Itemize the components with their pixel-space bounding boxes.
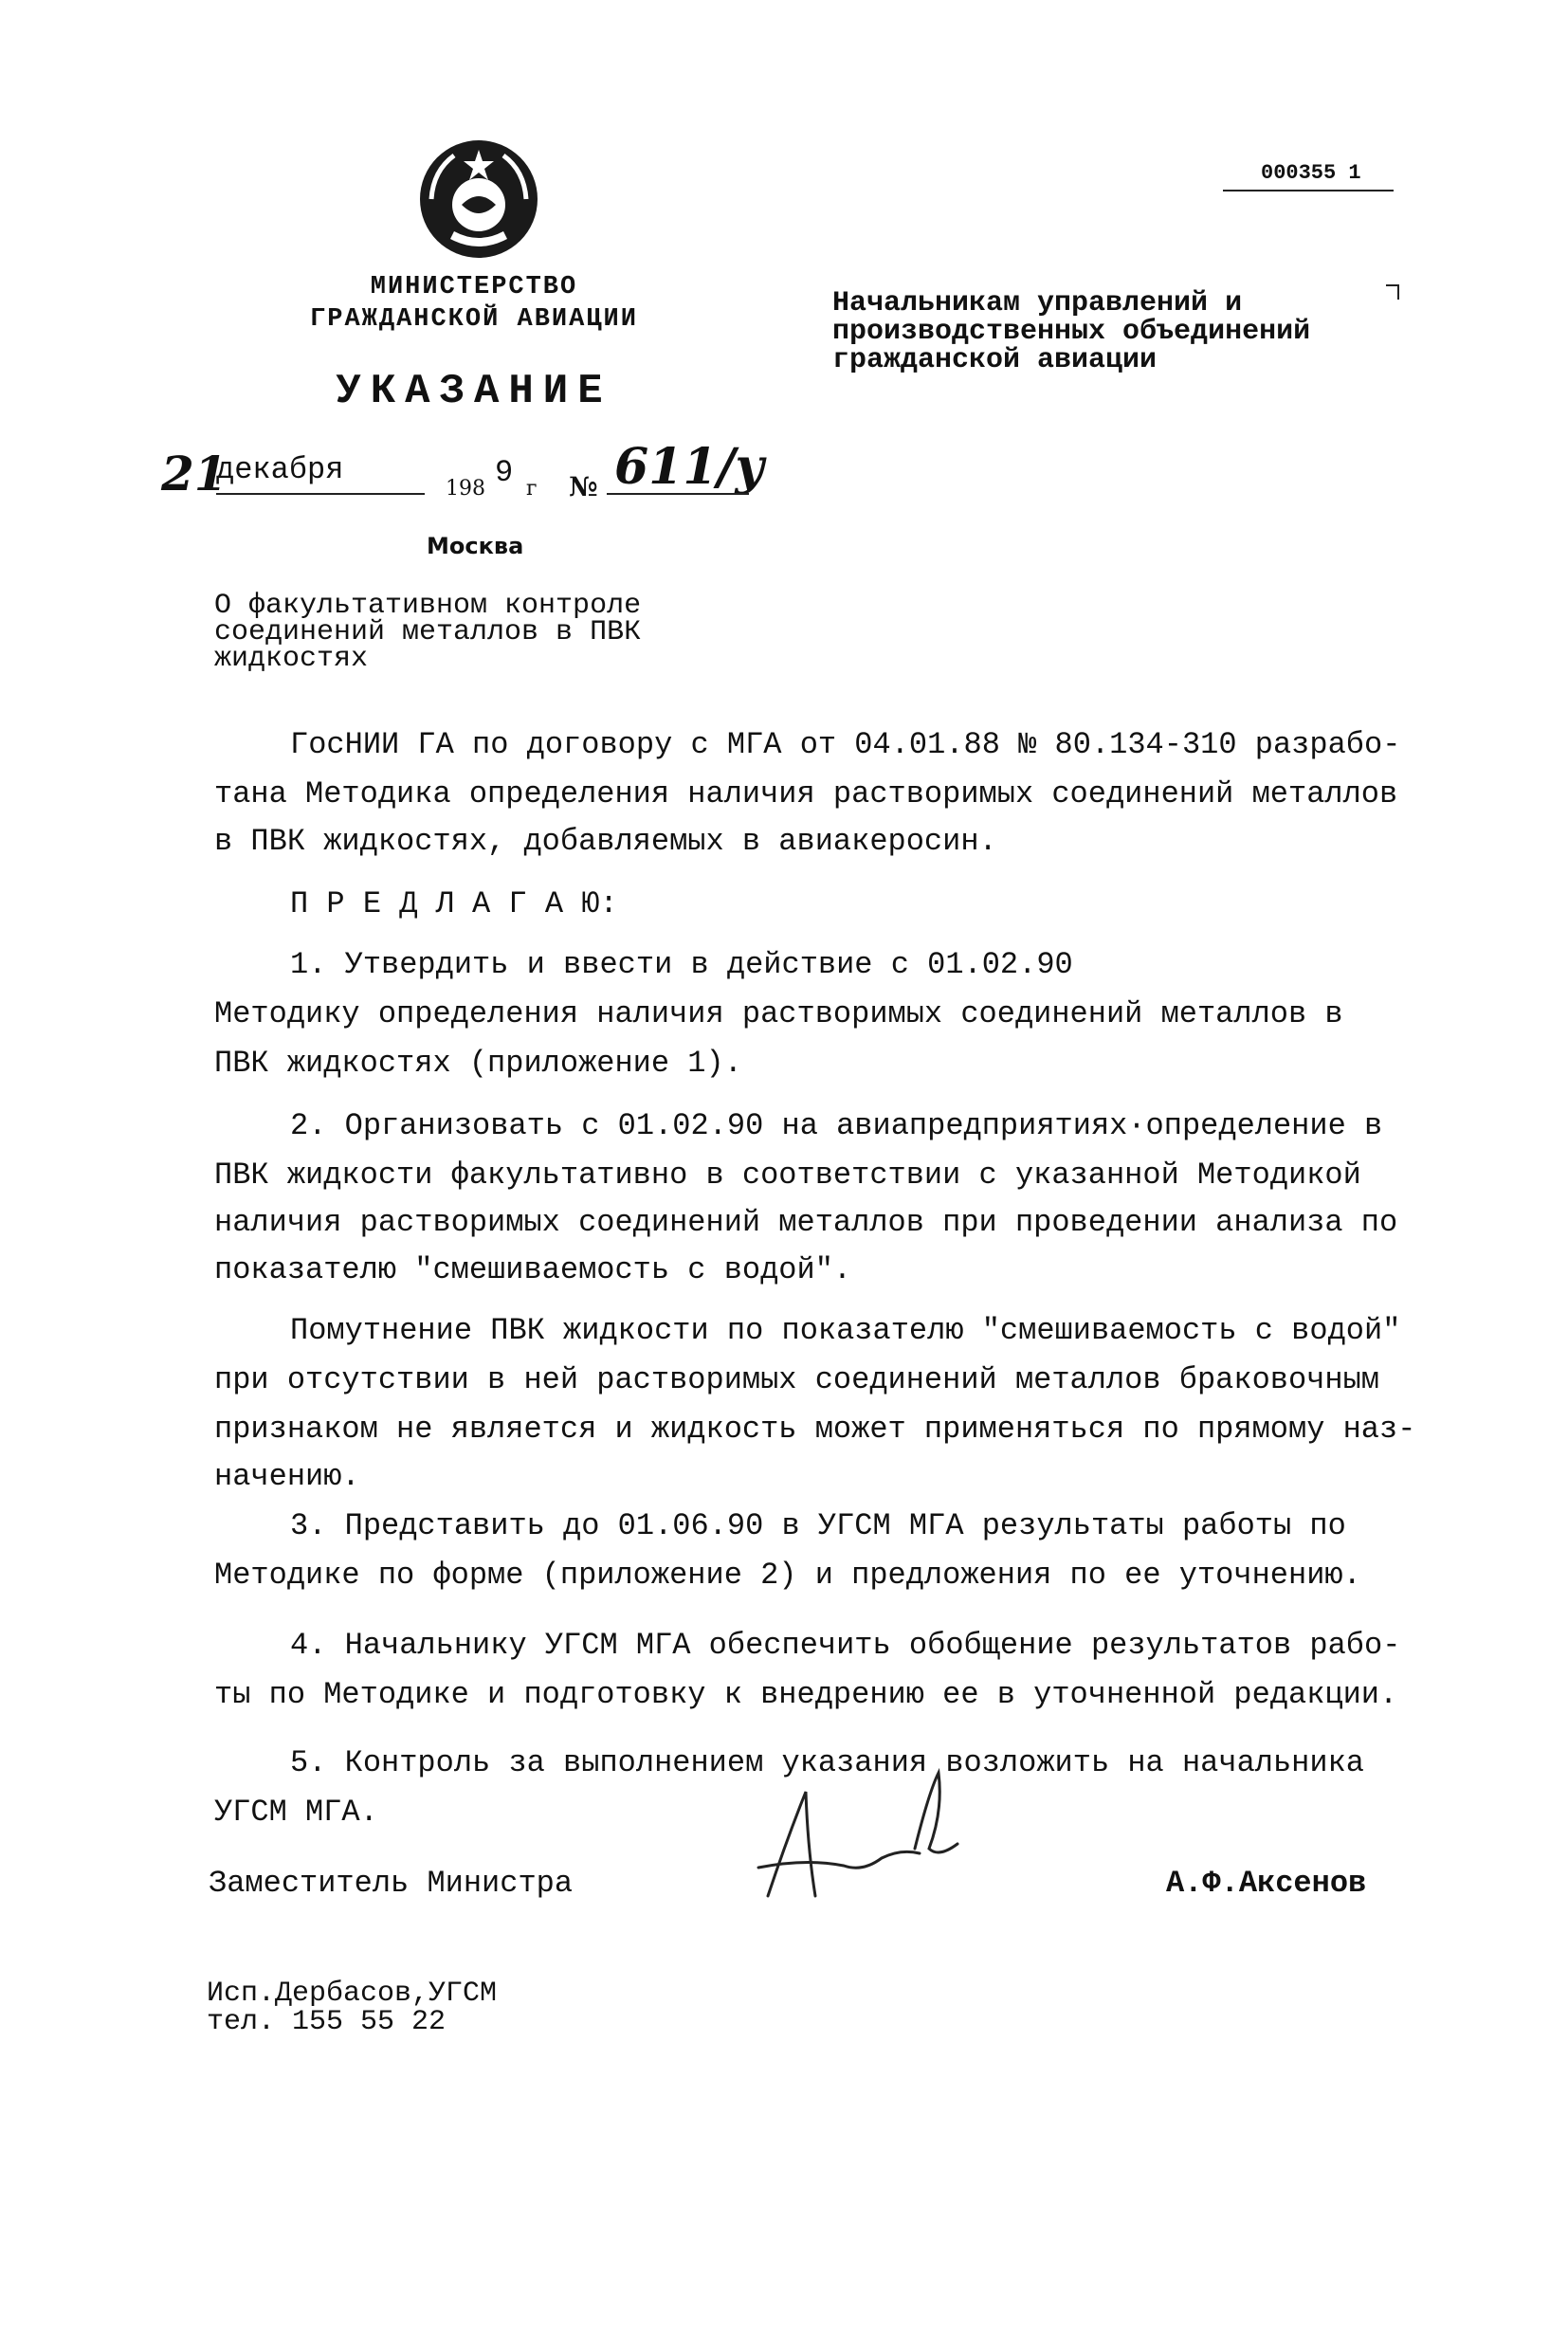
- paragraph-line: Помутнение ПВК жидкости по показателю "смешиваемость с водой": [290, 1313, 1401, 1348]
- paragraph-line: 3. Представить до 01.06.90 в УГСМ МГА результаты работы по: [290, 1508, 1346, 1543]
- subject-line: соединений металлов в ПВК: [214, 616, 642, 648]
- date-day: 21: [161, 446, 228, 501]
- subject-line: О факультативном контроле: [214, 590, 642, 622]
- paragraph-line: в ПВК жидкостях, добавляемых в авиакеросин.: [214, 824, 997, 859]
- number-sign: №: [569, 471, 598, 502]
- date-month: декабря: [216, 452, 344, 487]
- date-year-suffix: 9: [495, 455, 514, 490]
- executor-info: [207, 1979, 497, 2036]
- paragraph-line: Методику определения наличия растворимых соединений металлов в: [214, 996, 1343, 1031]
- addressee-line: гражданской авиации: [832, 344, 1158, 376]
- paragraph-line: ГосНИИ ГА по договору с МГА от 04.01.88 № 80.134-310 разрабо-: [290, 727, 1401, 762]
- document-handwritten-number: 611/у: [614, 438, 765, 496]
- paragraph-line: при отсутствии в ней растворимых соединений металлов браковочным: [214, 1362, 1379, 1397]
- date-year-prefix: 198: [446, 477, 485, 501]
- signer-name: А.Ф.Аксенов: [1166, 1866, 1367, 1901]
- ministry-line-1: МИНИСТЕРСТВО: [370, 273, 578, 301]
- ministry-line-2: ГРАЖДАНСКОЙ АВИАЦИИ: [310, 305, 638, 334]
- paragraph-line: 4. Начальнику УГСМ МГА обеспечить обобщение результатов рабо-: [290, 1628, 1401, 1663]
- paragraph-line: наличия растворимых соединений металлов при проведении анализа по: [214, 1205, 1398, 1240]
- signer-title: Заместитель Министра: [209, 1866, 574, 1901]
- subject-line: жидкостях: [214, 643, 369, 675]
- paragraph-line: 2. Организовать с 01.02.90 на авиапредприятиях·определение в: [290, 1108, 1383, 1143]
- paragraph-line: показателю "смешиваемость с водой".: [214, 1252, 852, 1287]
- paragraph-line: 5. Контроль за выполнением указания возложить на начальника: [290, 1745, 1364, 1780]
- paragraph-line: ПВК жидкостях (приложение 1).: [214, 1046, 742, 1081]
- paragraph-line: начению.: [214, 1459, 360, 1494]
- paragraph-line: тана Методика определения наличия растворимых соединений металлов: [214, 776, 1398, 811]
- paragraph-line: 1. Утвердить и ввести в действие с 01.02.90: [290, 947, 1073, 982]
- paragraph-line: УГСМ МГА.: [214, 1795, 378, 1830]
- document-title: УКАЗАНИЕ: [336, 368, 612, 415]
- executor-line: Исп.Дербасов,УГСМ: [207, 1978, 498, 2010]
- paragraph-line: ПВК жидкости факультативно в соответствии с указанной Методикой: [214, 1158, 1361, 1193]
- date-year-g: г: [526, 477, 538, 501]
- handwritten-signature-icon: [749, 1754, 976, 1924]
- executor-line: тел. 155 55 22: [207, 2006, 447, 2038]
- paragraph-line: признаком не является и жидкость может применяться по прямому наз-: [214, 1412, 1416, 1447]
- addressee-line: производственных объединений: [832, 316, 1311, 348]
- addressee-line: Начальникам управлений и: [832, 287, 1243, 319]
- document-number: 000355 1: [1261, 161, 1361, 185]
- city: Москва: [427, 533, 524, 559]
- paragraph-line: Методике по форме (приложение 2) и предложения по ее уточнению.: [214, 1558, 1361, 1593]
- paragraph-line: ты по Методике и подготовку к внедрению ее в уточненной редакции.: [214, 1677, 1398, 1712]
- propose-heading: П Р Е Д Л А Г А Ю:: [290, 886, 618, 921]
